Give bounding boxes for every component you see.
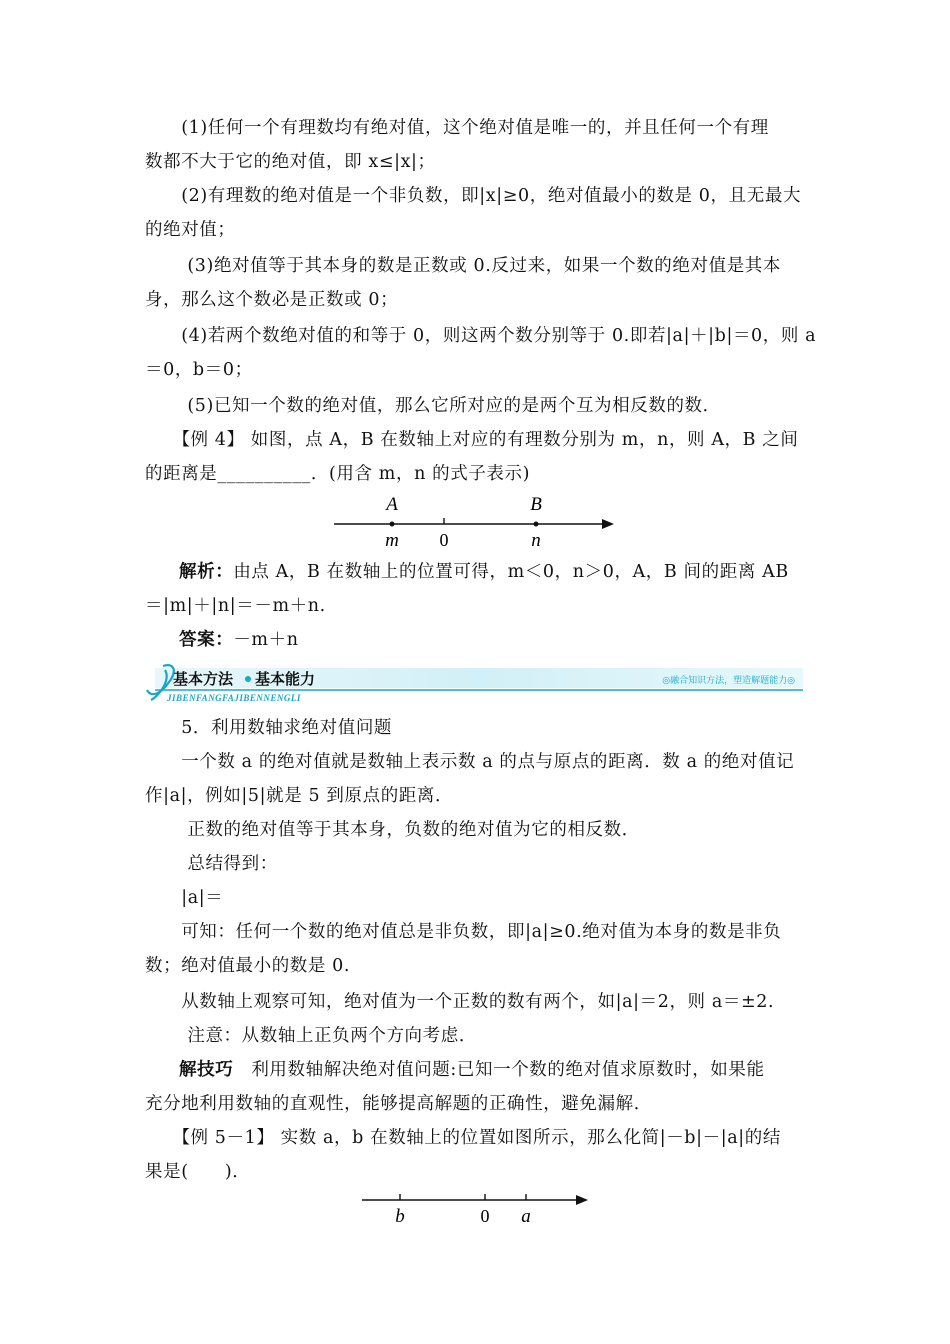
text-line: 可知：任何一个数的绝对值总是非负数，即|a|≥0.绝对值为本身的数是非负 bbox=[145, 922, 782, 942]
solution-heading: 解析： bbox=[179, 562, 234, 582]
text-line: 数；绝对值最小的数是 0. bbox=[145, 956, 351, 976]
text-line: (4)若两个数绝对值的和等于 0，则这两个数分别等于 0.即若|a|＋|b|＝0，则 a bbox=[145, 326, 817, 346]
text-line: |a|＝ bbox=[145, 888, 224, 908]
label-m: m bbox=[385, 530, 399, 551]
label-b: b bbox=[395, 1206, 405, 1227]
label-B: B bbox=[530, 494, 542, 515]
banner-dot-icon bbox=[245, 676, 251, 682]
banner-title-2: 基本能力 bbox=[255, 672, 316, 688]
text-line: (2)有理数的绝对值是一个非负数，即|x|≥0，绝对值最小的数是 0，且无最大 bbox=[145, 186, 802, 206]
solution-line-2: ＝|m|＋|n|＝－m＋n. bbox=[145, 596, 326, 616]
axis-arrow bbox=[602, 519, 614, 529]
text-line: 注意：从数轴上正负两个方向考虑． bbox=[145, 1026, 477, 1046]
tip-line-2: 充分地利用数轴的直观性，能够提高解题的正确性，避免漏解． bbox=[145, 1094, 652, 1114]
label-0: 0 bbox=[480, 1206, 490, 1226]
solution-text: 由点 A，B 在数轴上的位置可得，m＜0，n＞0，A，B 间的距离 AB bbox=[233, 562, 789, 582]
answer-text: －m＋n bbox=[233, 630, 299, 650]
section-heading: 5．利用数轴求绝对值问题 bbox=[145, 718, 393, 738]
text-line: 从数轴上观察可知，绝对值为一个正数的数有两个，如|a|＝2，则 a＝±2. bbox=[145, 992, 775, 1012]
section-banner bbox=[145, 660, 805, 704]
answer-line bbox=[145, 628, 815, 652]
example-line: 【例 5－1】 实数 a，b 在数轴上的位置如图所示，那么化简|－b|－|a|的结 bbox=[145, 1128, 781, 1148]
example-line-2: 果是( )． bbox=[145, 1162, 251, 1182]
text-line: (5)已知一个数的绝对值，那么它所对应的是两个互为相反数的数． bbox=[145, 396, 721, 416]
label-n: n bbox=[531, 530, 541, 551]
label-A: A bbox=[386, 494, 398, 515]
label-0: 0 bbox=[439, 530, 449, 550]
point-B bbox=[534, 522, 539, 527]
tip-text: 利用数轴解决绝对值问题:已知一个数的绝对值求原数时，如果能 bbox=[251, 1060, 765, 1080]
banner-subtitle: JIBENFANGFAJIBENNENGLI bbox=[167, 693, 301, 703]
tip-heading: 解技巧 bbox=[179, 1060, 234, 1080]
text-line: 作|a|，例如|5|就是 5 到原点的距离． bbox=[145, 786, 454, 806]
text-line: (1)任何一个有理数均有绝对值，这个绝对值是唯一的，并且任何一个有理 bbox=[145, 118, 769, 138]
number-line-figure-2 bbox=[360, 1188, 600, 1228]
text-line: 一个数 a 的绝对值就是数轴上表示数 a 的点与原点的距离．数 a 的绝对值记 bbox=[145, 752, 795, 772]
text-line: 的距离是__________．(用含 m，n 的式子表示) bbox=[145, 464, 531, 484]
text-line: 身，那么这个数必是正数或 0； bbox=[145, 290, 399, 310]
label-a: a bbox=[521, 1206, 531, 1227]
solution-line bbox=[145, 560, 815, 584]
text-line: 的绝对值； bbox=[145, 220, 236, 240]
point-A bbox=[390, 522, 395, 527]
text-line: ＝0，b＝0； bbox=[145, 360, 253, 380]
number-line-figure-1 bbox=[330, 490, 630, 552]
text-line: 数都不大于它的绝对值，即 x≤|x|； bbox=[145, 152, 436, 172]
axis-arrow bbox=[576, 1195, 588, 1205]
answer-heading: 答案： bbox=[179, 630, 234, 650]
banner-title: 基本方法 bbox=[173, 672, 234, 688]
tip-line bbox=[145, 1058, 815, 1082]
text-line: (3)绝对值等于其本身的数是正数或 0.反过来，如果一个数的绝对值是其本 bbox=[145, 256, 782, 276]
text-line: 总结得到： bbox=[145, 854, 278, 874]
banner-right-text: ◎融合知识方法，塑造解题能力◎ bbox=[662, 675, 795, 685]
text-line: 【例 4】 如图，点 A，B 在数轴上对应的有理数分别为 m，n，则 A，B 之间 bbox=[145, 430, 799, 450]
text-line: 正数的绝对值等于其本身，负数的绝对值为它的相反数． bbox=[145, 820, 640, 840]
